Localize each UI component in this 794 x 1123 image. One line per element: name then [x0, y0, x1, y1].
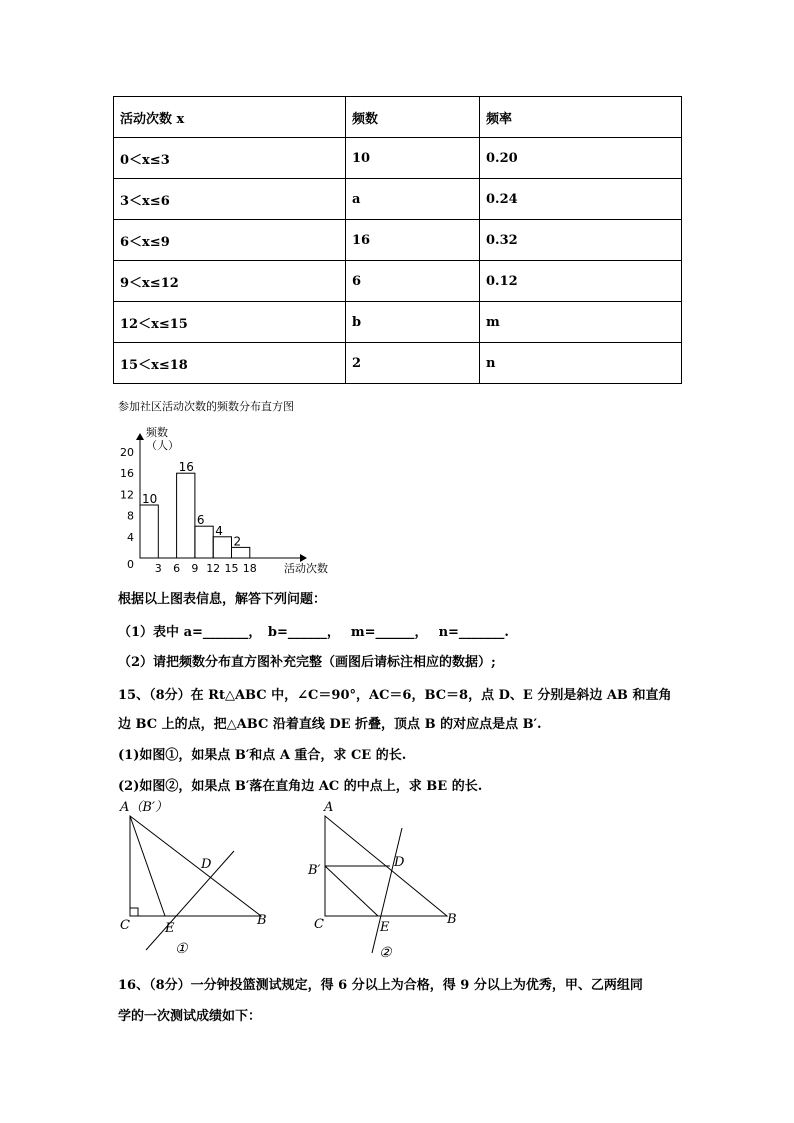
bar-value-label: 4	[215, 523, 223, 538]
histogram-bar	[213, 537, 231, 558]
y-tick-label: 16	[120, 467, 134, 481]
histogram-bar	[195, 526, 213, 558]
label-e: E	[380, 920, 390, 935]
q15-sub2: (2)如图②，如果点 B′落在直角边 AC 的中点上，求 BE 的长.	[118, 779, 483, 794]
table-cell: 6	[346, 261, 480, 302]
figure-number: ②	[379, 945, 392, 961]
label-d: D	[201, 857, 212, 872]
frequency-table	[113, 96, 682, 384]
histogram-bar	[140, 505, 158, 558]
table-cell: 3＜x≤6	[114, 179, 346, 220]
label-e: E	[165, 921, 175, 936]
table-header-row	[114, 97, 682, 138]
figure-2	[300, 795, 470, 965]
x-tick-label: 9	[191, 562, 199, 575]
label-d: D	[394, 855, 405, 870]
q14-intro: 根据以上图表信息，解答下列问题：	[118, 592, 327, 607]
segment-bpe	[325, 866, 378, 916]
table-cell: 0.20	[480, 138, 682, 179]
table-cell: a	[346, 179, 480, 220]
table-cell: m	[480, 302, 682, 343]
column-header: 活动次数 x	[114, 97, 346, 138]
y-axis-unit: （人）	[146, 439, 179, 452]
x-axis-label: 活动次数	[284, 562, 328, 575]
x-tick-label: 15	[224, 562, 239, 575]
table-row	[114, 138, 682, 179]
bar-value-label: 10	[142, 492, 158, 506]
table-cell: 6＜x≤9	[114, 220, 346, 261]
x-tick-label: 18	[242, 562, 257, 575]
y-tick-label: 4	[127, 530, 134, 544]
table-row	[114, 261, 682, 302]
table-cell: n	[480, 343, 682, 384]
table-cell: 9＜x≤12	[114, 261, 346, 302]
q16-line2: 学的一次测试成绩如下：	[118, 1009, 262, 1024]
label-b: B	[257, 913, 267, 928]
table-row	[114, 302, 682, 343]
label-a: A	[324, 800, 334, 815]
column-header: 频数	[346, 97, 480, 138]
label-c: C	[314, 917, 324, 932]
q15-sub1: (1)如图①，如果点 B′和点 A 重合，求 CE 的长.	[118, 748, 407, 763]
q15-line1: 15、（8分）在 Rt△ABC 中，∠C＝90°，AC＝6，BC＝8，点 D、E 分别是斜边 AB 和直角	[118, 688, 672, 703]
table-cell: 0＜x≤3	[114, 138, 346, 179]
histogram-bar	[177, 473, 195, 558]
histogram-bar	[232, 547, 250, 558]
label-b-prime: B′	[308, 863, 321, 878]
bar-value-label: 2	[233, 534, 242, 549]
q14-part1: （1）表中 a=_______， b=______， m=______， n=_______.	[118, 625, 509, 640]
q14-part2: （2）请把频数分布直方图补充完整（画图后请标注相应的数据）;	[118, 655, 496, 670]
figure-number: ①	[175, 941, 188, 957]
table-cell: 16	[346, 220, 480, 261]
segment-ae	[130, 816, 165, 916]
table-cell: 15＜x≤18	[114, 343, 346, 384]
x-tick-label: 12	[206, 562, 221, 575]
table-cell: 2	[346, 343, 480, 384]
table-cell: 0.12	[480, 261, 682, 302]
table-row	[114, 343, 682, 384]
q16-line1: 16、（8分）一分钟投篮测试规定，得 6 分以上为合格，得 9 分以上为优秀，甲、乙两组同	[118, 978, 643, 993]
y-tick-label: 0	[127, 558, 134, 571]
figure-1	[110, 795, 280, 965]
table-cell: 10	[346, 138, 480, 179]
y-axis-label: 频数	[146, 426, 168, 439]
triangle-abc	[130, 816, 261, 916]
table-cell: 0.24	[480, 179, 682, 220]
label-b: B	[447, 912, 457, 927]
y-tick-label: 20	[120, 446, 134, 459]
table-cell: 12＜x≤15	[114, 302, 346, 343]
table-cell: b	[346, 302, 480, 343]
x-tick-label: 3	[154, 562, 162, 575]
x-tick-label: 6	[173, 562, 181, 575]
y-tick-label: 8	[127, 509, 134, 523]
table-row	[114, 220, 682, 261]
table-cell: 0.32	[480, 220, 682, 261]
y-tick-label: 12	[120, 488, 134, 502]
q15-line2: 边 BC 上的点，把△ABC 沿着直线 DE 折叠，顶点 B 的对应点是点 B′.	[118, 717, 542, 732]
right-angle-mark	[130, 908, 138, 916]
bar-value-label: 6	[196, 513, 205, 528]
histogram-caption: 参加社区活动次数的频数分布直方图	[118, 400, 294, 413]
table-row	[114, 179, 682, 220]
label-c: C	[120, 918, 130, 933]
bar-value-label: 16	[178, 460, 194, 475]
label-a: A（B′）	[120, 800, 168, 815]
histogram-chart	[110, 418, 350, 578]
column-header: 频率	[480, 97, 682, 138]
